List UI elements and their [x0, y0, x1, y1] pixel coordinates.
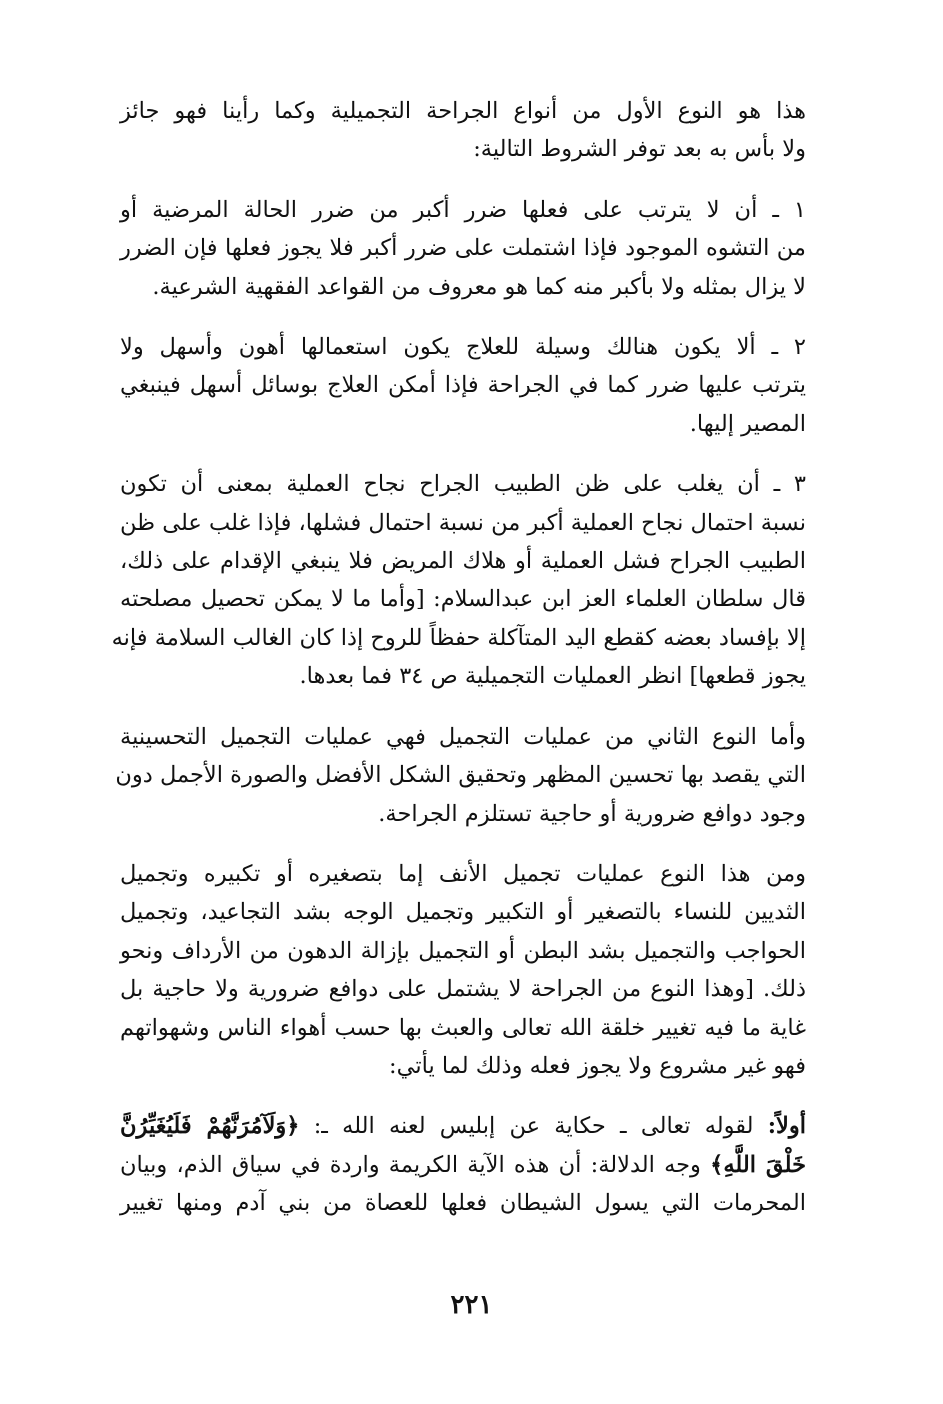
text-line: لا يزال بمثله ولا بأكبر منه كما هو معروف من القواعد الفقهية الشرعية. — [152, 273, 806, 300]
text-line: يجوز قطعها] انظر العمليات التجميلية ص ٣٤ فما بعدها. — [299, 663, 806, 690]
text-line: الحواجب والتجميل بشد البطن أو التجميل بإزالة الدهون من الأرداف ونحو — [120, 937, 806, 964]
text-line: فهو غير مشروع ولا يجوز فعله وذلك لما يأتي: — [389, 1052, 806, 1079]
page-number: ٢٢١ — [450, 1290, 493, 1320]
condition-2 — [120, 328, 834, 443]
paragraph-first-evidence — [120, 1107, 834, 1222]
text-line: المحرمات التي يسول الشيطان فعلها للعصاة من بني آدم ومنها تغيير — [120, 1190, 806, 1217]
text-line: المصير إليها. — [689, 410, 806, 437]
page-body — [111, 92, 834, 1245]
paragraph-second-type — [115, 718, 834, 833]
text-line: وجود دوافع ضرورية أو حاجية تستلزم الجراحة. — [378, 800, 806, 827]
text-line: ولا بأس به بعد توفر الشروط التالية: — [473, 136, 806, 163]
evidence-lead: أولاً: — [767, 1113, 806, 1140]
text-line: من التشوه الموجود فإذا اشتملت على ضرر أكبر فلا يجوز فعلها فإن الضرر — [120, 235, 806, 262]
text-line: التي يقصد بها تحسين المظهر وتحقيق الشكل الأفضل والصورة الأجمل دون — [115, 762, 806, 789]
text-line: ذلك. [وهذا النوع من الجراحة لا يشتمل على دوافع ضرورية ولا حاجية بل — [120, 976, 806, 1003]
text-line: ١ ـ أن لا يترتب على فعلها ضرر أكبر من ضرر الحالة المرضية أو — [120, 196, 806, 223]
evidence-intro: لقوله تعالى ـ حكاية عن إبليس لعنه الله ـ: — [299, 1113, 768, 1140]
text-line: غاية ما فيه تغيير خلقة الله تعالى والعبث بها حسب أهواء الناس وشهواتهم — [120, 1014, 806, 1041]
text-line: قال سلطان العلماء العز ابن عبدالسلام: [وأما ما لا يمكن تحصيل مصلحته — [120, 586, 806, 613]
text-line — [120, 1107, 834, 1145]
text-line: يترتب عليها ضرر كما في الجراحة فإذا أمكن العلاج بوسائل أسهل فينبغي — [120, 372, 806, 399]
condition-3 — [111, 465, 834, 695]
quran-verse-part-2: خَلْقَ اللَّهِ﴾ — [710, 1151, 806, 1178]
paragraph-examples — [120, 855, 834, 1085]
text-line: نسبة احتمال نجاح العملية أكبر من نسبة احتمال فشلها، فإذا غلب على ظن — [120, 509, 806, 536]
condition-1 — [120, 191, 834, 306]
text-line: الثديين للنساء بالتصغير أو التكبير وتجميل الوجه بشد التجاعيد، وتجميل — [120, 899, 806, 926]
evidence-explanation: وجه الدلالة: أن هذه الآية الكريمة واردة في سياق الذم، وبيان — [120, 1151, 711, 1178]
text-line — [120, 1146, 834, 1184]
quran-verse-part-1: ﴿وَلَآمُرَنَّهُمْ فَلَيُغَيِّرُنَّ — [120, 1113, 300, 1140]
text-line: ٣ ـ أن يغلب على ظن الطبيب الجراح نجاح العملية بمعنى أن تكون — [120, 471, 806, 498]
text-line: إلا بإفساد بعضه كقطع اليد المتآكلة حفظاً للروح إذا كان الغالب السلامة فإنه — [111, 624, 806, 651]
text-line: الطبيب الجراح فشل العملية أو هلاك المريض فلا ينبغي الإقدام على ذلك، — [120, 548, 806, 575]
text-line: ومن هذا النوع عمليات تجميل الأنف إما بتصغيره أو تكبيره وتجميل — [120, 860, 806, 887]
text-line: ٢ ـ ألا يكون هنالك وسيلة للعلاج يكون استعمالها أهون وأسهل ولا — [120, 334, 806, 361]
text-line: هذا هو النوع الأول من أنواع الجراحة التجميلية وكما رأينا فهو جائز — [120, 98, 806, 124]
text-line: وأما النوع الثاني من عمليات التجميل فهي عمليات التجميل التحسينية — [120, 723, 806, 750]
paragraph-intro — [120, 92, 834, 169]
